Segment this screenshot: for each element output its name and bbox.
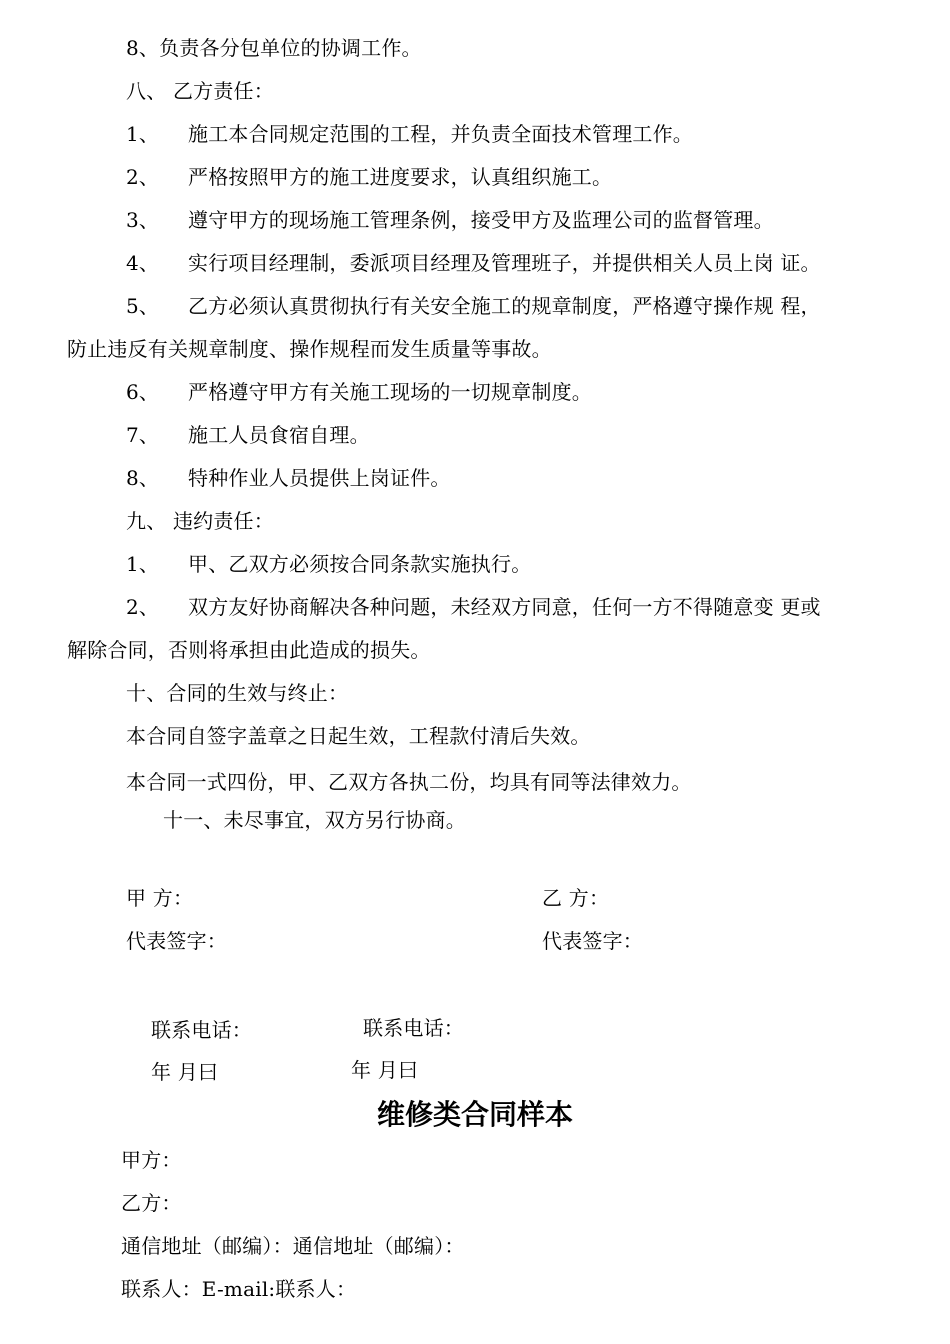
item-text: 严格遵守甲方有关施工现场的一切规章制度。 [188,380,592,404]
section8-item-8 [126,464,451,492]
section8-item-1 [126,120,693,148]
item-text: 严格按照甲方的施工进度要求，认真组织施工。 [188,165,613,189]
section8-item-5-continuation: 防止违反有关规章制度、操作规程而发生质量等事故。 [67,337,552,361]
item-number: 2、 [126,595,160,619]
section8-heading: 八、 乙方责任： [126,79,274,103]
next-doc-address: 通信地址（邮编）：通信地址（邮编）： [121,1234,465,1258]
item-number: 4、 [126,251,160,275]
section11-text: 十一、未尽事宜，双方另行协商。 [163,808,466,832]
item-text: 施工本合同规定范围的工程，并负责全面技术管理工作。 [188,122,693,146]
next-doc-party-a: 甲方： [121,1148,182,1172]
signature-phone-a: 联系电话： [151,1018,252,1042]
section10-paragraph-1: 本合同自签字盖章之日起生效，工程款付清后失效。 [126,724,591,748]
item-text: 遵守甲方的现场施工管理条例，接受甲方及监理公司的监督管理。 [188,208,774,232]
item-text: 乙方必须认真贯彻执行有关安全施工的规章制度，严格遵守操作规 程， [188,294,821,318]
item-text: 双方友好协商解决各种问题，未经双方同意，任何一方不得随意变 更或 [188,595,821,619]
item-number: 6、 [126,380,160,404]
item-number: 1、 [126,122,160,146]
section9-heading: 九、 违约责任： [126,509,274,533]
signature-rep-a: 代表签字： [126,929,227,953]
item-number: 8、 [126,466,160,490]
item-text: 甲、乙双方必须按合同条款实施执行。 [188,552,532,576]
item-text: 实行项目经理制，委派项目经理及管理班子，并提供相关人员上岗 证。 [188,251,821,275]
item-number: 3、 [126,208,160,232]
section8-item-2 [126,163,612,191]
next-doc-title: 维修类合同样本 [376,1098,573,1131]
signature-party-a: 甲 方： [126,886,194,910]
section9-item-2 [126,593,821,621]
signature-date-a: 年 月曰 [151,1060,219,1084]
item-text: 施工人员食宿自理。 [188,423,370,447]
section10-paragraph-2: 本合同一式四份，甲、乙双方各执二份，均具有同等法律效力。 [126,770,692,794]
signature-party-b: 乙 方： [542,886,610,910]
section8-item-7 [126,421,370,449]
section8-item-4 [126,249,821,277]
next-doc-contact: 联系人：E-mail:联系人： [121,1277,357,1301]
section9-item-2-continuation: 解除合同，否则将承担由此造成的损失。 [67,638,431,662]
item-number: 2、 [126,165,160,189]
item-text: 特种作业人员提供上岗证件。 [188,466,451,490]
section8-item-5 [126,292,821,320]
item-number: 1、 [126,552,160,576]
item-number: 5、 [126,294,160,318]
section8-item-6 [126,378,592,406]
signature-phone-b: 联系电话： [363,1016,464,1040]
next-doc-party-b: 乙方： [121,1191,182,1215]
signature-date-b: 年 月曰 [351,1058,419,1082]
section7-item8: 8、负责各分包单位的协调工作。 [126,36,422,60]
item-number: 7、 [126,423,160,447]
section8-item-3 [126,206,774,234]
signature-rep-b: 代表签字： [542,929,643,953]
section10-heading: 十、合同的生效与终止： [126,681,349,705]
section9-item-1 [126,550,531,578]
